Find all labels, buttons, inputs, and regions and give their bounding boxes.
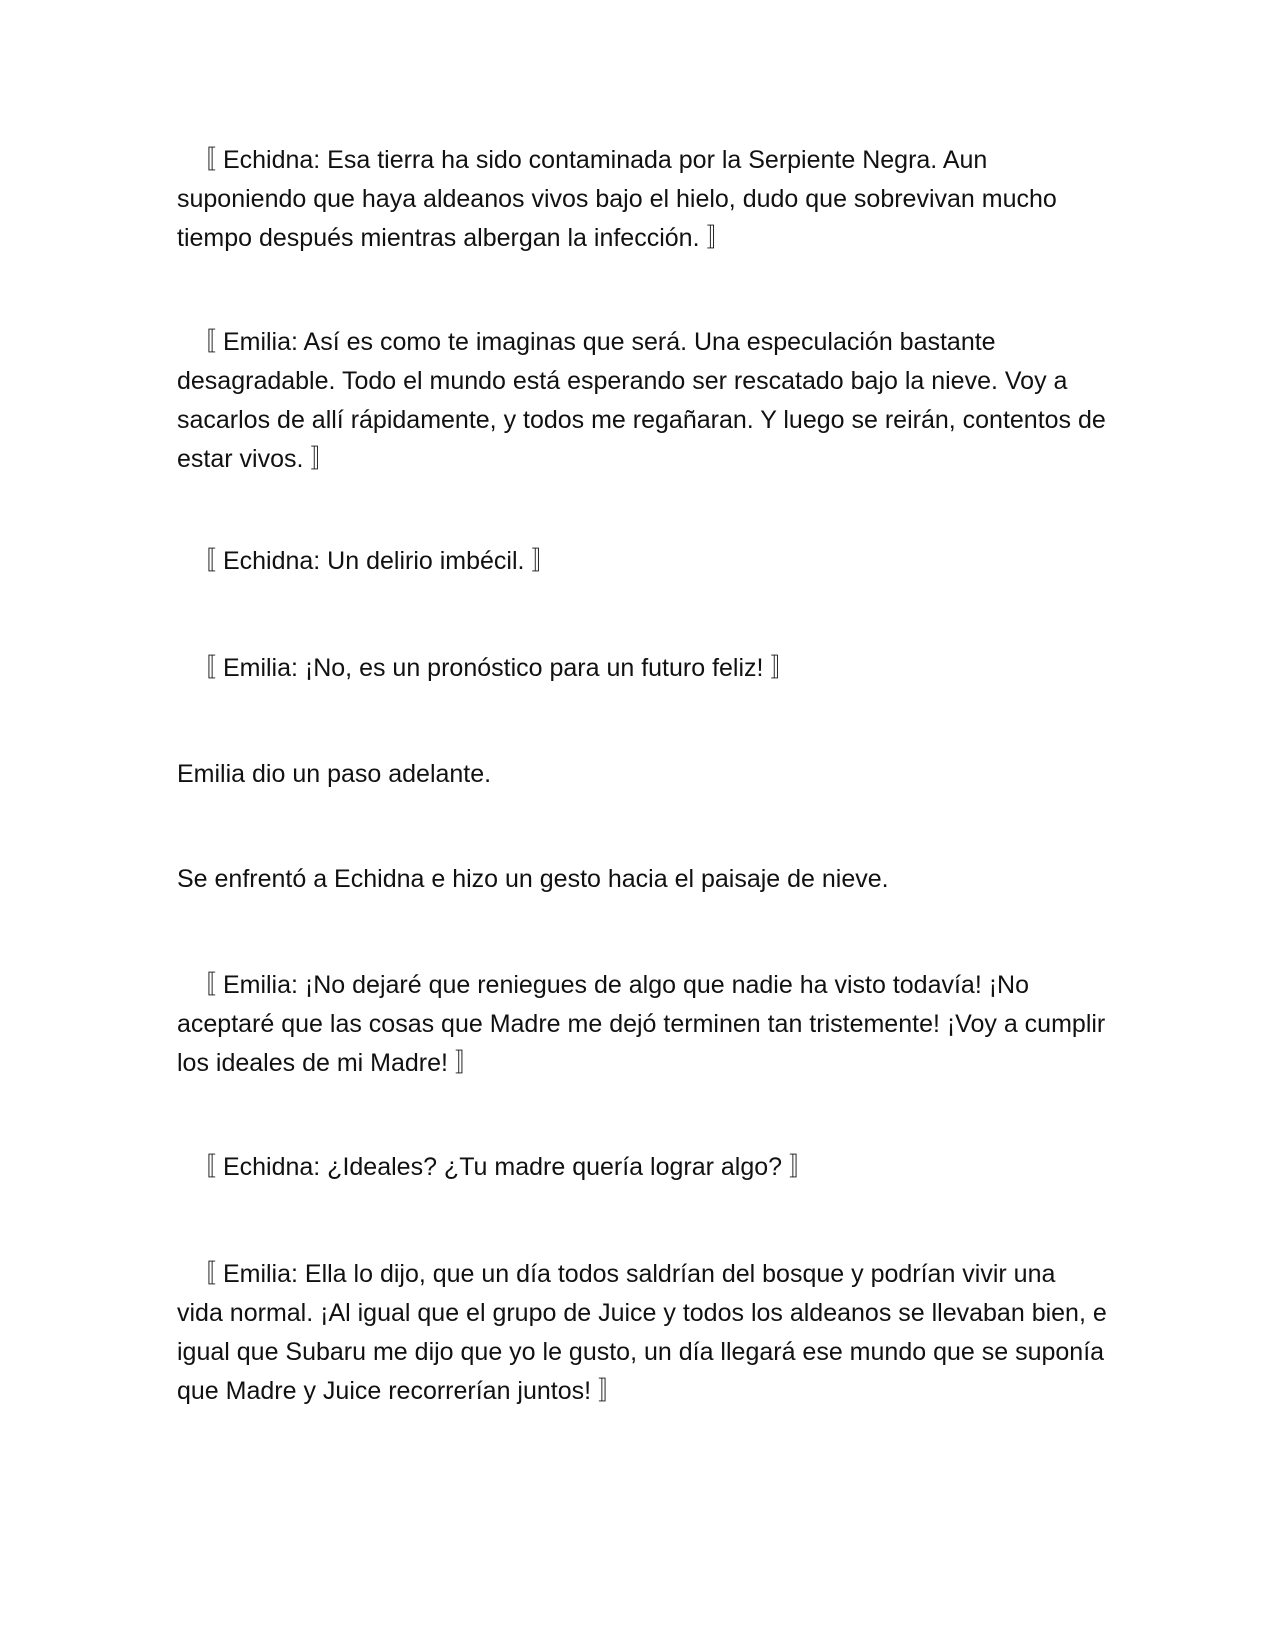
dialogue-paragraph: 〚 Echidna: Un delirio imbécil. 〛 bbox=[191, 547, 557, 575]
dialogue-paragraph: 〚 Echidna: Esa tierra ha sido contaminada por la Serpiente Negra. Aun suponiendo que haya aldeanos vivos bajo el hielo, dudo que sobrevivan mucho tiempo después mientras albergan la infección. 〛 bbox=[177, 146, 1057, 252]
dialogue-paragraph: 〚 Echidna: ¿Ideales? ¿Tu madre quería lograr algo? 〛 bbox=[191, 1153, 814, 1181]
narration-paragraph: Se enfrentó a Echidna e hizo un gesto hacia el paisaje de nieve. bbox=[177, 865, 889, 893]
dialogue-paragraph: 〚 Emilia: ¡No, es un pronóstico para un futuro feliz! 〛 bbox=[191, 654, 796, 682]
dialogue-paragraph: 〚 Emilia: ¡No dejaré que reniegues de algo que nadie ha visto todavía! ¡No aceptaré que las cosas que Madre me dejó terminen tan tristemente! ¡Voy a cumplir los ideales de mi Madre! 〛 bbox=[177, 971, 1106, 1077]
dialogue-paragraph: 〚 Emilia: Así es como te imaginas que será. Una especulación bastante desagradable. Todo el mundo está esperando ser rescatado bajo la nieve. Voy a sacarlos de allí rápidamente, y todos me regañaran. Y luego se reirán, contentos de estar vivos. 〛 bbox=[177, 328, 1106, 473]
narration-paragraph: Emilia dio un paso adelante. bbox=[177, 760, 492, 788]
dialogue-paragraph: 〚 Emilia: Ella lo dijo, que un día todos saldrían del bosque y podrían vivir una vida normal. ¡Al igual que el grupo de Juice y todos los aldeanos se llevaban bien, e igual que Subaru me dijo que yo le gusto, un día llegará ese mundo que se suponía que Madre y Juice recorrerían juntos! 〛 bbox=[177, 1260, 1107, 1405]
